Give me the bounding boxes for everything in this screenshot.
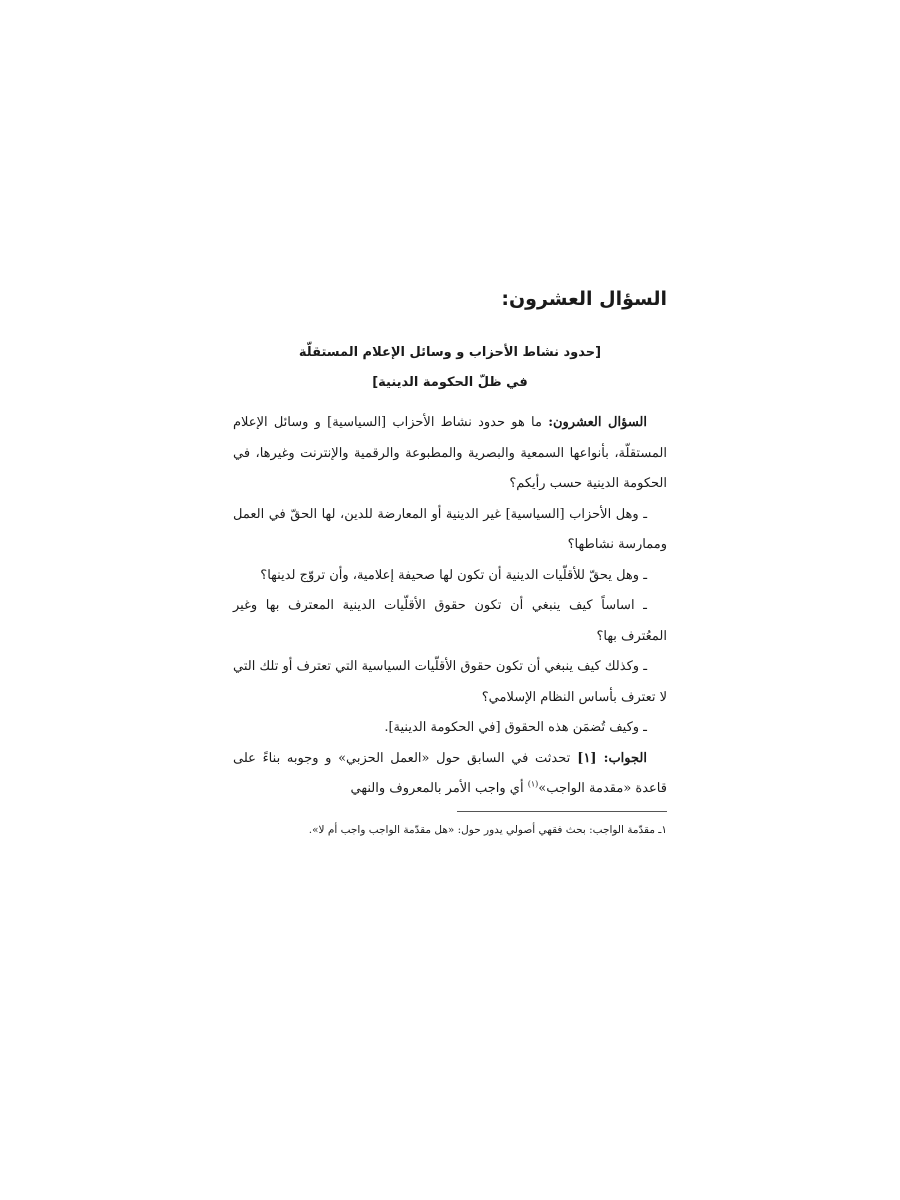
answer-marker: [١] [570,750,604,766]
footnote-divider [457,811,667,812]
sub-question-5: ـ وكيف تُضمَن هذه الحقوق [في الحكومة الدينية]. [384,720,647,735]
sub-question-1: ـ وهل الأحزاب [السياسية] غير الدينية أو المعارضة للدين، لها الحقّ في العمل وممارسة نشاطها؟ [233,506,667,552]
chapter-heading: السؤال العشرون: [501,288,667,310]
footnote-reference[interactable]: (١) [527,779,539,789]
book-page [233,282,667,840]
sub-question-4: ـ وكذلك كيف ينبغي أن تكون حقوق الأقلّيات السياسية التي تعترف أو تلك التي لا تعترف بأساس النظام الإسلامي؟ [233,659,667,705]
question-paragraph [233,408,667,500]
question-text: ما هو حدود نشاط الأحزاب [السياسية] و وسائل الإعلام المستقلّة، بأنواعها السمعية والبصرية والمطبوعة والرقمية والإنترنت وغيرها، في الحكومة الدينية حسب رأيكم؟ [233,415,667,491]
sub-question-3: ـ اساساً كيف ينبغي أن تكون حقوق الأقلّيات الدينية المعترف بها وغير المعُترف بها؟ [233,598,667,644]
subtitle-line-2: في ظلّ الحكومة الدينية] [372,375,528,390]
subtitle-line-1: [حدود نشاط الأحزاب و وسائل الإعلام المستقلّة [298,345,602,360]
answer-text-continued: أي واجب الأمر بالمعروف والنهي [350,781,528,796]
answer-lead: الجواب: [603,750,647,766]
answer-paragraph [233,744,667,805]
section-subtitle [233,338,667,398]
sub-question-2: ـ وهل يحقّ للأقلّيات الدينية أن تكون لها صحيفة إعلامية، وأن تروّج لدينها؟ [260,567,647,583]
footnote: ١ـ مقدّمة الواجب: بحث فقهي أصولي يدور حول: «هل مقدّمة الواجب واجب أم لا». [308,823,667,836]
body-text [233,408,667,805]
question-lead: السؤال العشرون: [548,415,647,430]
answer-text: تحدثت في السابق حول «العمل الحزبي» و وجوبه بناءً على قاعدة «مقدمة الواجب» [233,750,667,796]
